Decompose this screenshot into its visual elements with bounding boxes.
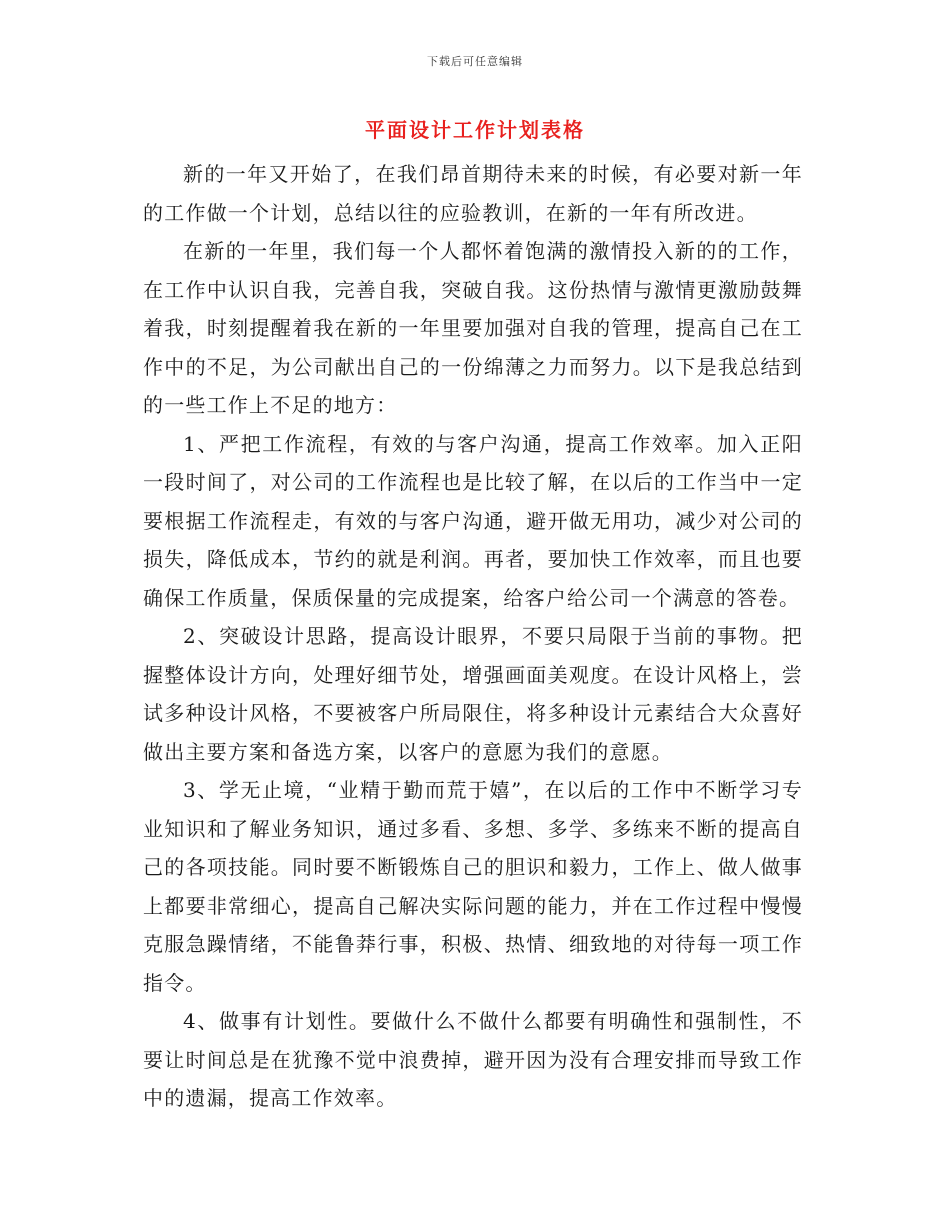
paragraph-item-4: 4、做事有计划性。要做什么不做什么都要有明确性和强制性，不要让时间总是在犹豫不觉中浪费掉，避开因为没有合理安排而导致工作中的遗漏，提高工作效率。 [143, 1009, 803, 1110]
paragraph-summary: 在新的一年里，我们每一个人都怀着饱满的激情投入新的的工作，在工作中认识自我，完善自我，突破自我。这份热情与激情更激励鼓舞着我，时刻提醒着我在新的一年里要加强对自我的管理，提高自己在工作中的不足，为公司献出自己的一份绵薄之力而努力。以下是我总结到的一些工作上不足的地方： [143, 239, 803, 417]
paragraph-item-2: 2、突破设计思路，提高设计眼界，不要只局限于当前的事物。把握整体设计方向，处理好细节处，增强画面美观度。在设计风格上，尝试多种设计风格，不要被客户所局限住，将多种设计元素结合大众喜好做出主要方案和备选方案，以客户的意愿为我们的意愿。 [143, 624, 803, 764]
paragraph-item-3: 3、学无止境，“业精于勤而荒于嬉”，在以后的工作中不断学习专业知识和了解业务知识，通过多看、多想、多学、多练来不断的提高自己的各项技能。同时要不断锻炼自己的胆识和毅力，工作上、做人做事上都要非常细心，提高自己解决实际问题的能力，并在工作过程中慢慢克服急躁情绪，不能鲁莽行事，积极、热情、细致地的对待每一项工作指令。 [143, 778, 803, 995]
paragraph-item-1: 1、严把工作流程，有效的与客户沟通，提高工作效率。加入正阳一段时间了，对公司的工作流程也是比较了解，在以后的工作当中一定要根据工作流程走，有效的与客户沟通，避开做无用功，减少对公司的损失，降低成本，节约的就是利润。再者，要加快工作效率，而且也要确保工作质量，保质保量的完成提案，给客户给公司一个满意的答卷。 [143, 431, 803, 610]
document-title: 平面设计工作计划表格 [365, 118, 585, 142]
document-body [143, 155, 803, 1118]
paragraph-intro: 新的一年又开始了，在我们昂首期待未来的时候，有必要对新一年的工作做一个计划，总结以往的应验教训，在新的一年有所改进。 [143, 162, 803, 225]
header-note: 下载后可任意编辑 [427, 55, 523, 68]
